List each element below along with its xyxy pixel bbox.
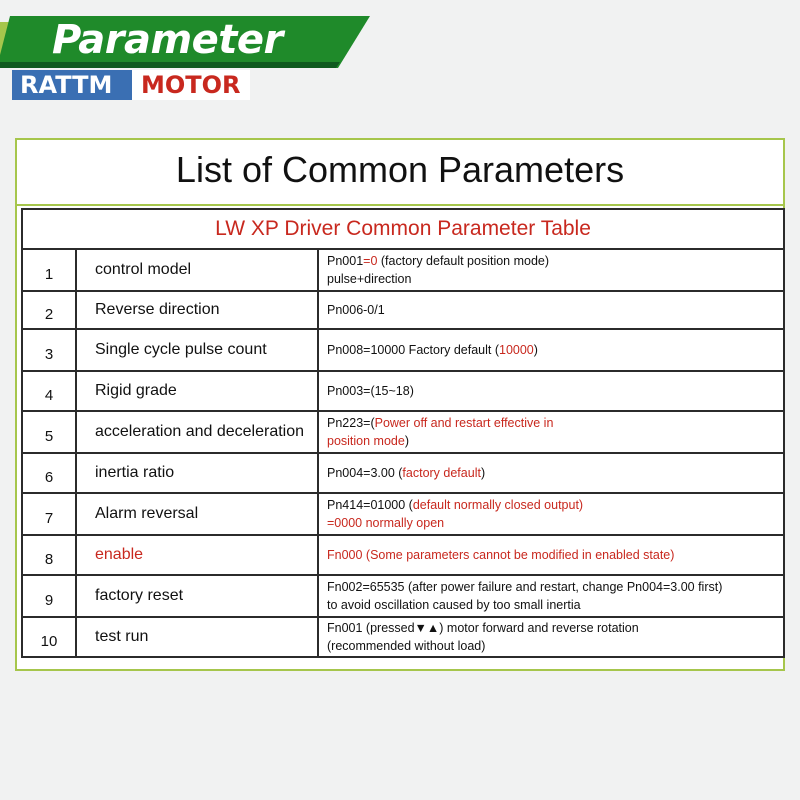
brand-logo-primary: RATTM [20,71,113,99]
value-line: Pn223=(Power off and restart effective in [327,416,554,430]
brand-logo-secondary: MOTOR [141,71,241,99]
parameter-name: inertia ratio [76,453,318,493]
table-row [22,575,784,617]
parameter-name: enable [76,535,318,575]
table-caption-row [22,209,784,249]
row-number: 10 [22,617,76,657]
parameter-value: Pn008=10000 Factory default (10000) [318,329,784,371]
parameter-name: test run [76,617,318,657]
parameter-value: Pn006-0/1 [318,291,784,329]
row-number: 7 [22,493,76,535]
parameter-table [21,208,785,658]
table-row [22,249,784,291]
table-row [22,617,784,657]
row-number: 4 [22,371,76,411]
row-number: 8 [22,535,76,575]
parameter-name: factory reset [76,575,318,617]
row-number: 9 [22,575,76,617]
value-line: (recommended without load) [327,639,486,653]
parameter-value: Pn004=3.00 (factory default) [318,453,784,493]
banner-title: Parameter [52,17,283,63]
value-line: position mode) [327,434,409,448]
parameter-name: Single cycle pulse count [76,329,318,371]
parameter-value [318,249,784,291]
value-line: pulse+direction [327,272,412,286]
table-row [22,535,784,575]
parameter-name: Reverse direction [76,291,318,329]
row-number: 3 [22,329,76,371]
table-caption: LW XP Driver Common Parameter Table [22,209,784,249]
value-line: to avoid oscillation caused by too small inertia [327,598,581,612]
value-line: Pn001=0 (factory default position mode) [327,254,550,268]
row-number: 1 [22,249,76,291]
table-row [22,411,784,453]
parameter-name: control model [76,249,318,291]
table-row [22,291,784,329]
parameter-document [15,138,785,671]
table-row [22,493,784,535]
value-line: Fn001 (pressed▼▲) motor forward and reverse rotation [327,621,639,635]
table-row [22,371,784,411]
parameter-name: acceleration and deceleration [76,411,318,453]
document-title: List of Common Parameters [17,140,783,206]
parameter-value [318,411,784,453]
parameter-value [318,575,784,617]
parameter-value [318,493,784,535]
row-number: 5 [22,411,76,453]
parameter-value: Pn003=(15~18) [318,371,784,411]
row-number: 2 [22,291,76,329]
parameter-value [318,617,784,657]
table-row [22,453,784,493]
value-line: Fn002=65535 (after power failure and restart, change Pn004=3.00 first) [327,580,723,594]
table-row [22,329,784,371]
row-number: 6 [22,453,76,493]
parameter-name: Rigid grade [76,371,318,411]
parameter-name: Alarm reversal [76,493,318,535]
parameter-value: Fn000 (Some parameters cannot be modified in enabled state) [318,535,784,575]
value-line: =0000 normally open [327,516,445,530]
value-line: Pn414=01000 (default normally closed output) [327,498,584,512]
